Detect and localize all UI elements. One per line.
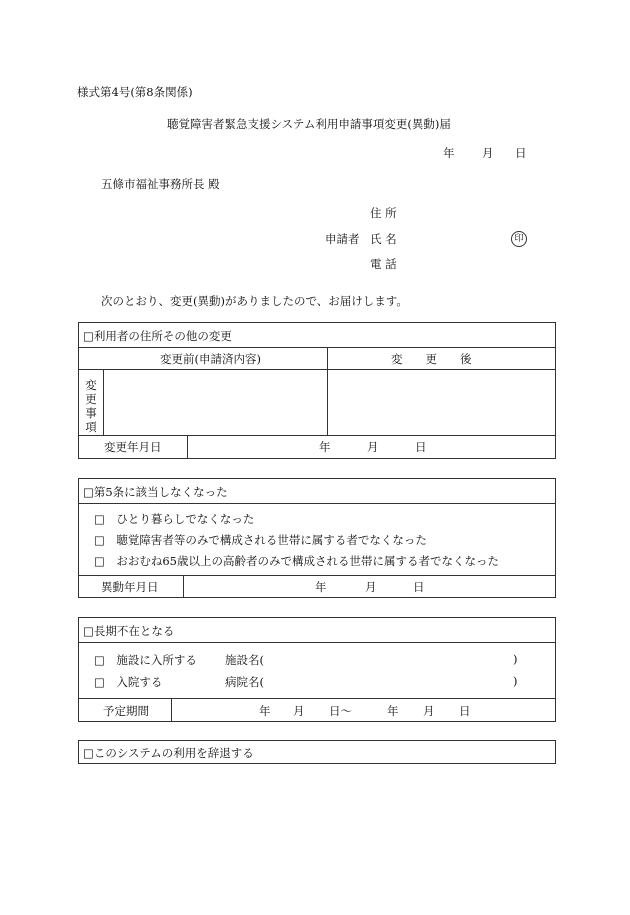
col-before-header: 変更前(申請済内容) — [160, 352, 261, 366]
section-decline — [78, 740, 556, 764]
period-from-year: 年 — [259, 704, 271, 718]
section-long-absence-heading: □長期不在となる — [83, 624, 175, 638]
option-facility: □ 施設に入所する — [94, 653, 197, 667]
period-from-month: 月 — [293, 704, 305, 718]
date-year: 年 — [443, 146, 455, 160]
form-title: 聴覚障害者緊急支援システム利用申請事項変更(異動)届 — [167, 117, 451, 131]
applicant-label: 申請者 — [325, 232, 360, 246]
change-date-day: 日 — [415, 440, 427, 454]
section-address-change — [78, 322, 556, 459]
section-not-eligible-heading: □第5条に該当しなくなった — [83, 485, 228, 499]
hospital-name-close: ) — [513, 674, 518, 688]
period-to-year: 年 — [387, 704, 399, 718]
seal-icon: 印 — [511, 231, 527, 247]
period-from-day: 日〜 — [329, 704, 352, 718]
col-after-header: 変 更 後 — [391, 352, 472, 366]
facility-name-label: 施設名( — [225, 653, 264, 667]
date-month: 月 — [482, 146, 494, 160]
section-address-change-heading: □利用者の住所その他の変更 — [83, 329, 232, 343]
period-to-month: 月 — [423, 704, 435, 718]
section-not-eligible — [78, 478, 556, 598]
date-day: 日 — [515, 146, 527, 160]
section-long-absence — [78, 617, 556, 722]
facility-name-close: ) — [513, 652, 518, 666]
transfer-date-day: 日 — [413, 580, 425, 594]
change-date-label: 変更年月日 — [104, 440, 162, 454]
address-label: 住 所 — [370, 206, 397, 220]
option-not-elderly-household: □ おおむね65歳以上の高齢者のみで構成される世帯に属する者でなくなった — [94, 554, 499, 568]
option-not-living-alone: □ ひとり暮らしでなくなった — [94, 512, 255, 526]
change-items-label: 変更事項 — [85, 378, 97, 434]
period-to-day: 日 — [459, 704, 471, 718]
intro-text: 次のとおり、変更(異動)がありましたので、お届けします。 — [101, 294, 408, 308]
change-date-month: 月 — [367, 440, 379, 454]
transfer-date-year: 年 — [315, 580, 327, 594]
section-decline-heading: □このシステムの利用を辞退する — [83, 746, 254, 760]
addressee: 五條市福祉事務所長 殿 — [101, 177, 220, 191]
period-label: 予定期間 — [103, 704, 149, 718]
phone-label: 電 話 — [370, 257, 397, 271]
transfer-date-label: 異動年月日 — [101, 580, 159, 594]
option-not-hearing-household: □ 聴覚障害者等のみで構成される世帯に属する者でなくなった — [94, 533, 427, 547]
hospital-name-label: 病院名( — [225, 675, 264, 689]
option-hospital: □ 入院する — [94, 675, 163, 689]
change-date-year: 年 — [319, 440, 331, 454]
name-label: 氏 名 — [370, 232, 397, 246]
form-number: 様式第4号(第8条関係) — [77, 85, 193, 99]
transfer-date-month: 月 — [365, 580, 377, 594]
